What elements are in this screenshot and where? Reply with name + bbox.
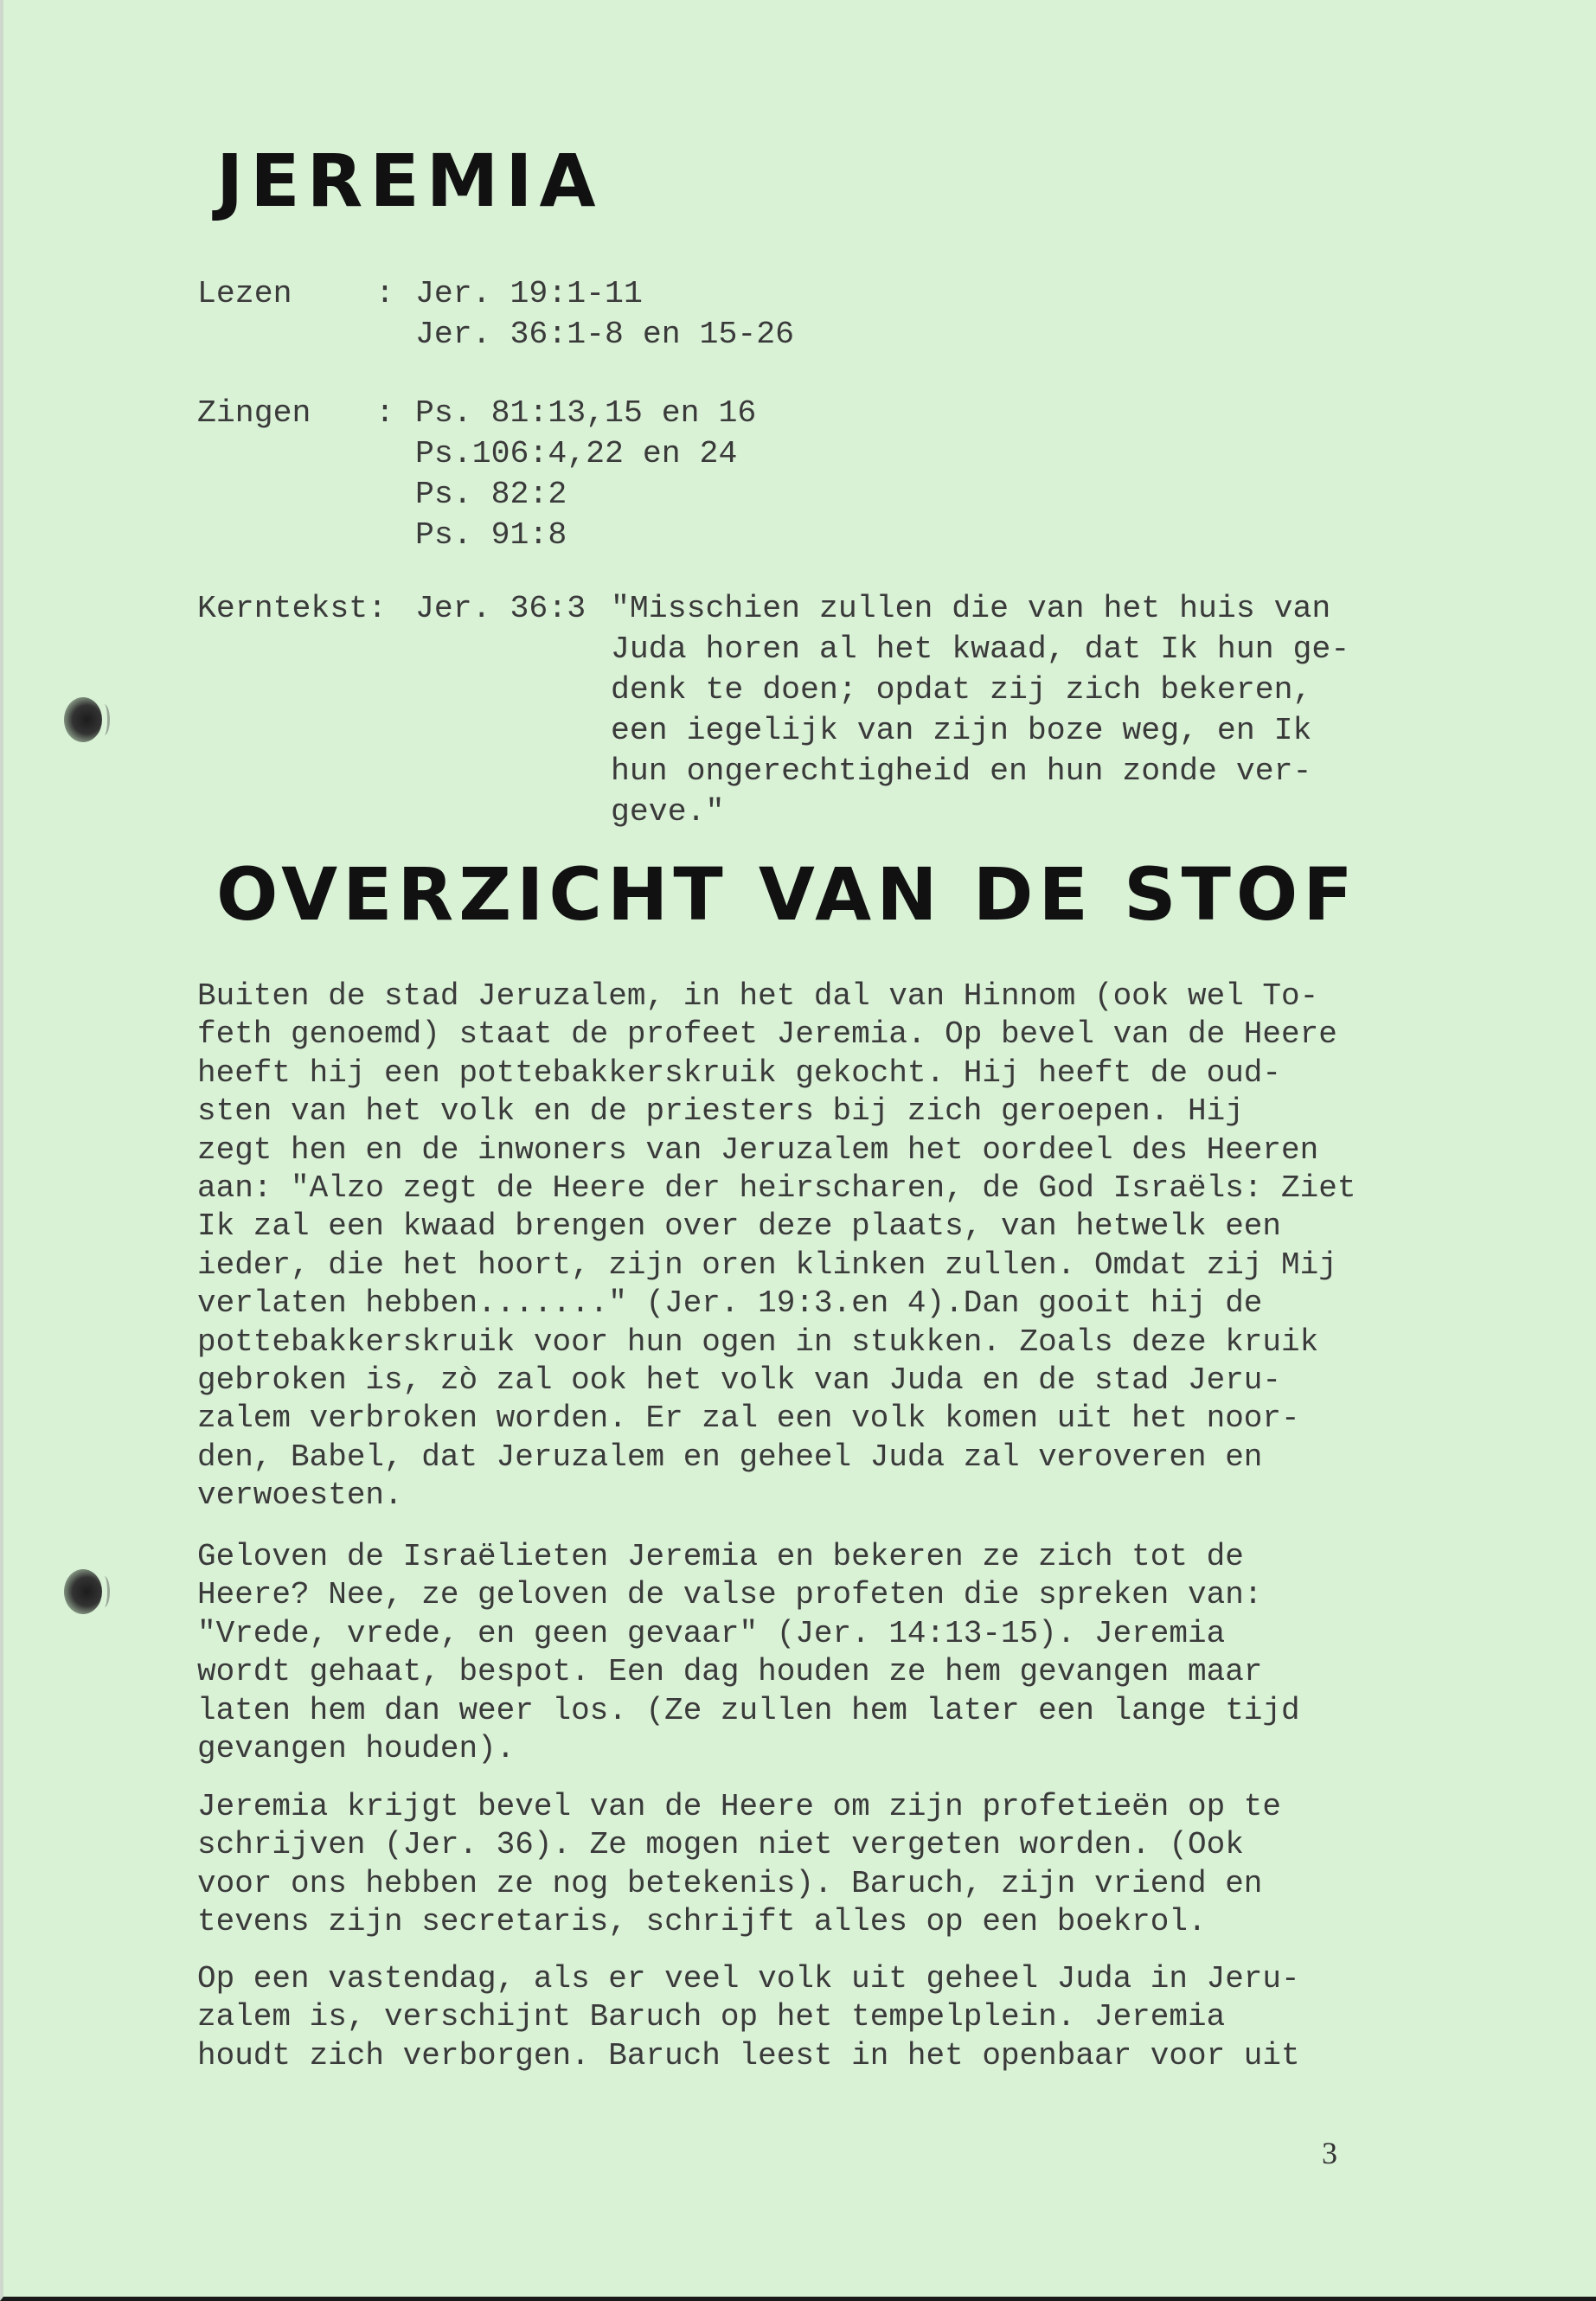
paragraph-line: zegt hen en de inwoners van Jeruzalem het oordeel des Heeren (197, 1131, 1319, 1168)
quote-line: geve." (611, 794, 725, 830)
paragraph-line: laten hem dan weer los. (Ze zullen hem later een lange tijd (197, 1692, 1300, 1728)
lezen-colon: : (375, 276, 394, 311)
paragraph-line: ieder, die het hoort, zijn oren klinken zullen. Omdat zij Mij (197, 1247, 1337, 1283)
kerntekst-quote (611, 588, 1562, 832)
page-number: 3 (1322, 2136, 1337, 2170)
paragraph (197, 1788, 1281, 1942)
paragraph-line: sten van het volk en de priesters bij zich geroepen. Hij (197, 1093, 1244, 1130)
zingen-psalm: Ps. 81:13,15 en 16 (415, 395, 757, 431)
paragraph (197, 1538, 1300, 1768)
paragraph-line: tevens zijn secretaris, schrijft alles op een boekrol. (197, 1904, 1207, 1940)
zingen-colon: : (375, 395, 394, 431)
paragraph-line: schrijven (Jer. 36). Ze mogen niet vergeten worden. (Ook (197, 1827, 1244, 1863)
paragraph-line: gevangen houden). (197, 1731, 516, 1767)
section-title: OVERZICHT VAN DE STOF (216, 852, 1358, 937)
quote-line: "Misschien zullen die van het huis van (611, 591, 1331, 626)
paragraph-line: Ik zal een kwaad brengen over deze plaats, van hetwelk een (197, 1208, 1282, 1245)
quote-line: denk te doen; opdat zij zich bekeren, (611, 672, 1312, 708)
paragraph-line: zalem is, verschijnt Baruch op het tempelplein. Jeremia (197, 1999, 1226, 2035)
paragraph-line: verlaten hebben......." (Jer. 19:3.en 4).Dan gooit hij de (197, 1285, 1263, 1322)
paragraph-line: den, Babel, dat Jeruzalem en geheel Juda zal veroveren en (197, 1439, 1263, 1475)
paragraph-line: feth genoemd) staat de profeet Jeremia. Op bevel van de Heere (197, 1016, 1337, 1053)
paragraph-line: Jeremia krijgt bevel van de Heere om zijn profetieën op te (197, 1789, 1282, 1824)
zingen-psalms (415, 393, 756, 555)
kerntekst-reference: Jer. 36:3 (415, 591, 586, 626)
zingen-label: Zingen (197, 395, 311, 431)
paragraph-line: Geloven de Israëlieten Jeremia en bekeren ze zich tot de (197, 1539, 1244, 1574)
paragraph-line: heeft hij een pottebakkerskruik gekocht. Hij heeft de oud- (197, 1054, 1282, 1091)
punch-hole-icon (64, 1569, 102, 1614)
paragraph-line: pottebakkerskruik voor hun ogen in stukken. Zoals deze kruik (197, 1324, 1319, 1360)
lezen-references (415, 273, 794, 355)
quote-line: hun ongerechtigheid en hun zonde ver- (611, 753, 1312, 789)
paragraph-line: Heere? Nee, ze geloven de valse profeten die spreken van: (197, 1577, 1263, 1613)
paragraph-line: verwoesten. (197, 1477, 403, 1514)
paragraph-line: aan: "Alzo zegt de Heere der heirscharen, de God Israëls: Ziet (197, 1170, 1356, 1207)
kerntekst-label: Kerntekst: (197, 591, 388, 626)
quote-line: Juda horen al het kwaad, dat Ik hun ge- (611, 631, 1350, 667)
paragraph-line: wordt gehaat, bespot. Een dag houden ze hem gevangen maar (197, 1654, 1263, 1690)
paragraph-line: voor ons hebben ze nog betekenis). Baruch, zijn vriend en (197, 1865, 1263, 1901)
paragraph (197, 977, 1356, 1516)
lezen-label: Lezen (197, 276, 292, 311)
lezen-reference: Jer. 36:1-8 en 15-26 (415, 317, 795, 352)
zingen-psalm: Ps. 91:8 (415, 517, 567, 553)
paragraph-line: gebroken is, zò zal ook het volk van Juda en de stad Jeru- (197, 1362, 1282, 1399)
paragraph-line: Buiten de stad Jeruzalem, in het dal van Hinnom (ook wel To- (197, 978, 1319, 1014)
paragraph-line: houdt zich verborgen. Baruch leest in het openbaar voor uit (197, 2037, 1300, 2073)
paragraph (197, 1960, 1300, 2075)
punch-hole-icon (64, 697, 102, 742)
zingen-psalm: Ps.106:4,22 en 24 (415, 436, 738, 471)
zingen-psalm: Ps. 82:2 (415, 477, 567, 512)
paragraph-line: zalem verbroken worden. Er zal een volk komen uit het noor- (197, 1400, 1300, 1437)
page-title: JEREMIA (216, 138, 603, 223)
quote-line: een iegelijk van zijn boze weg, en Ik (611, 713, 1312, 748)
paragraph-line: "Vrede, vrede, en geen gevaar" (Jer. 14:13-15). Jeremia (197, 1615, 1226, 1651)
lezen-reference: Jer. 19:1-11 (415, 276, 643, 311)
paragraph-line: Op een vastendag, als er veel volk uit geheel Juda in Jeru- (197, 1961, 1300, 1997)
